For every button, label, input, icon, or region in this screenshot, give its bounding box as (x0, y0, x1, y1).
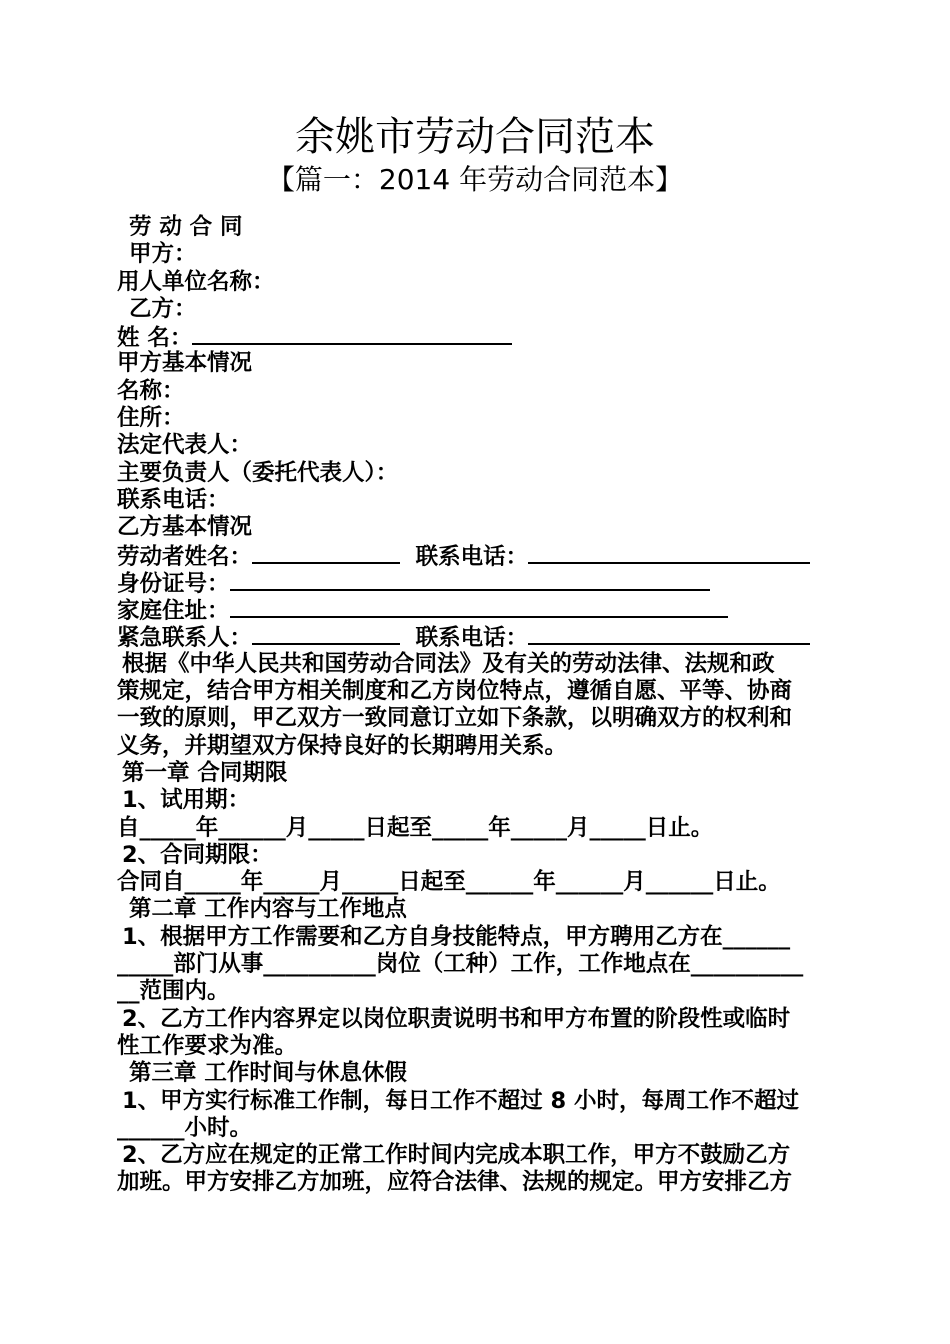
document-line (117, 760, 837, 787)
line-text: 自_____年______月_____日起至_____年_____月_____日止。 (117, 814, 714, 841)
line-text: 身份证号： (117, 570, 230, 597)
document-line (117, 269, 837, 296)
fill-in-blank[interactable] (252, 623, 400, 645)
line-text: 名称： (117, 377, 185, 404)
document-line (117, 378, 837, 405)
fill-in-blank[interactable] (192, 323, 512, 345)
line-text: 根据《中华人民共和国劳动合同法》及有关的劳动法律、法规和政 (122, 650, 775, 677)
fill-in-blank[interactable] (230, 569, 710, 591)
document-line (117, 405, 837, 432)
document-line (117, 1060, 837, 1087)
document-line (117, 542, 837, 569)
document-title: 余姚市劳动合同范本 (295, 114, 655, 160)
document-line (117, 924, 837, 951)
document-line (117, 951, 837, 978)
line-text: 2、乙方工作内容界定以岗位职责说明书和甲方布置的阶段性或临时 (122, 1005, 791, 1032)
document-line (117, 514, 837, 541)
document-line (117, 350, 837, 377)
document-line (117, 596, 837, 623)
document-line (117, 569, 837, 596)
document-line (117, 1088, 837, 1115)
line-text: 2、合同期限： (122, 841, 273, 868)
document-line (117, 1115, 837, 1142)
line-text: 劳动者姓名： (117, 543, 253, 570)
document-line (117, 241, 837, 268)
line-text: _____部门从事__________岗位（工种）工作，工作地点在__________ (117, 951, 804, 978)
document-line (117, 1142, 837, 1169)
document-line (117, 432, 837, 459)
line-text-tail: 联系电话： (400, 625, 529, 652)
line-text: 甲方基本情况 (117, 350, 253, 377)
line-text: 一致的原则，甲乙双方一致同意订立如下条款，以明确双方的权利和 (117, 705, 793, 732)
document-line (117, 978, 837, 1005)
line-text: 姓 名： (117, 325, 193, 352)
document-line (117, 705, 837, 732)
document-line (117, 1006, 837, 1033)
fill-in-blank[interactable] (528, 542, 810, 564)
document-line (117, 733, 837, 760)
line-text: 甲方： (129, 241, 197, 268)
line-text: 加班。甲方安排乙方加班，应符合法律、法规的规定。甲方安排乙方 (117, 1169, 793, 1196)
document-line (117, 460, 837, 487)
line-text-tail: 联系电话： (400, 543, 529, 570)
line-text: 乙方基本情况 (117, 514, 253, 541)
line-text: 劳 动 合 同 (129, 214, 243, 240)
line-text: __范围内。 (117, 978, 230, 1005)
line-text: 第三章 工作时间与休息休假 (129, 1060, 407, 1087)
fill-in-blank[interactable] (252, 542, 400, 564)
document-line (117, 842, 837, 869)
document-line (117, 323, 837, 350)
line-text: 家庭住址： (117, 598, 230, 625)
line-text: 策规定，结合甲方相关制度和乙方岗位特点，遵循自愿、平等、协商 (117, 678, 793, 705)
document-line (117, 1033, 837, 1060)
document-subtitle: 【篇一：2014 年劳动合同范本】 (266, 163, 684, 196)
line-text: 紧急联系人： (117, 625, 253, 652)
document-line (117, 1169, 837, 1196)
line-text: 1、试用期： (122, 787, 251, 814)
line-text: 1、根据甲方工作需要和乙方自身技能特点，甲方聘用乙方在______ (122, 923, 791, 950)
document-line (117, 815, 837, 842)
line-text: 住所： (117, 405, 185, 432)
line-text: 联系电话： (117, 486, 230, 513)
line-text: 第二章 工作内容与工作地点 (129, 896, 407, 923)
line-text: 第一章 合同期限 (122, 759, 288, 786)
document-line (117, 623, 837, 650)
fill-in-blank[interactable] (528, 623, 810, 645)
line-text: 法定代表人： (117, 432, 253, 459)
line-text: 主要负责人（委托代表人）： (117, 459, 399, 486)
line-text: ______小时。 (117, 1114, 253, 1141)
document-line (117, 787, 837, 814)
line-text: 1、甲方实行标准工作制，每日工作不超过 8 小时，每周工作不超过 (122, 1087, 799, 1114)
line-text: 合同自_____年_____月_____日起至______年______月______日止。 (117, 869, 781, 896)
document-body (117, 214, 837, 1197)
document-line (117, 869, 837, 896)
line-text: 义务，并期望双方保持良好的长期聘用关系。 (117, 732, 568, 759)
document-line (117, 678, 837, 705)
document-line (117, 214, 837, 241)
document-line (117, 487, 837, 514)
fill-in-blank[interactable] (230, 596, 728, 618)
document-line (117, 651, 837, 678)
line-text: 性工作要求为准。 (117, 1032, 298, 1059)
line-text: 用人单位名称： (117, 268, 275, 295)
document-line (117, 896, 837, 923)
line-text: 2、乙方应在规定的正常工作时间内完成本职工作，甲方不鼓励乙方 (122, 1142, 791, 1169)
line-text: 乙方： (129, 295, 197, 322)
document-line (117, 296, 837, 323)
